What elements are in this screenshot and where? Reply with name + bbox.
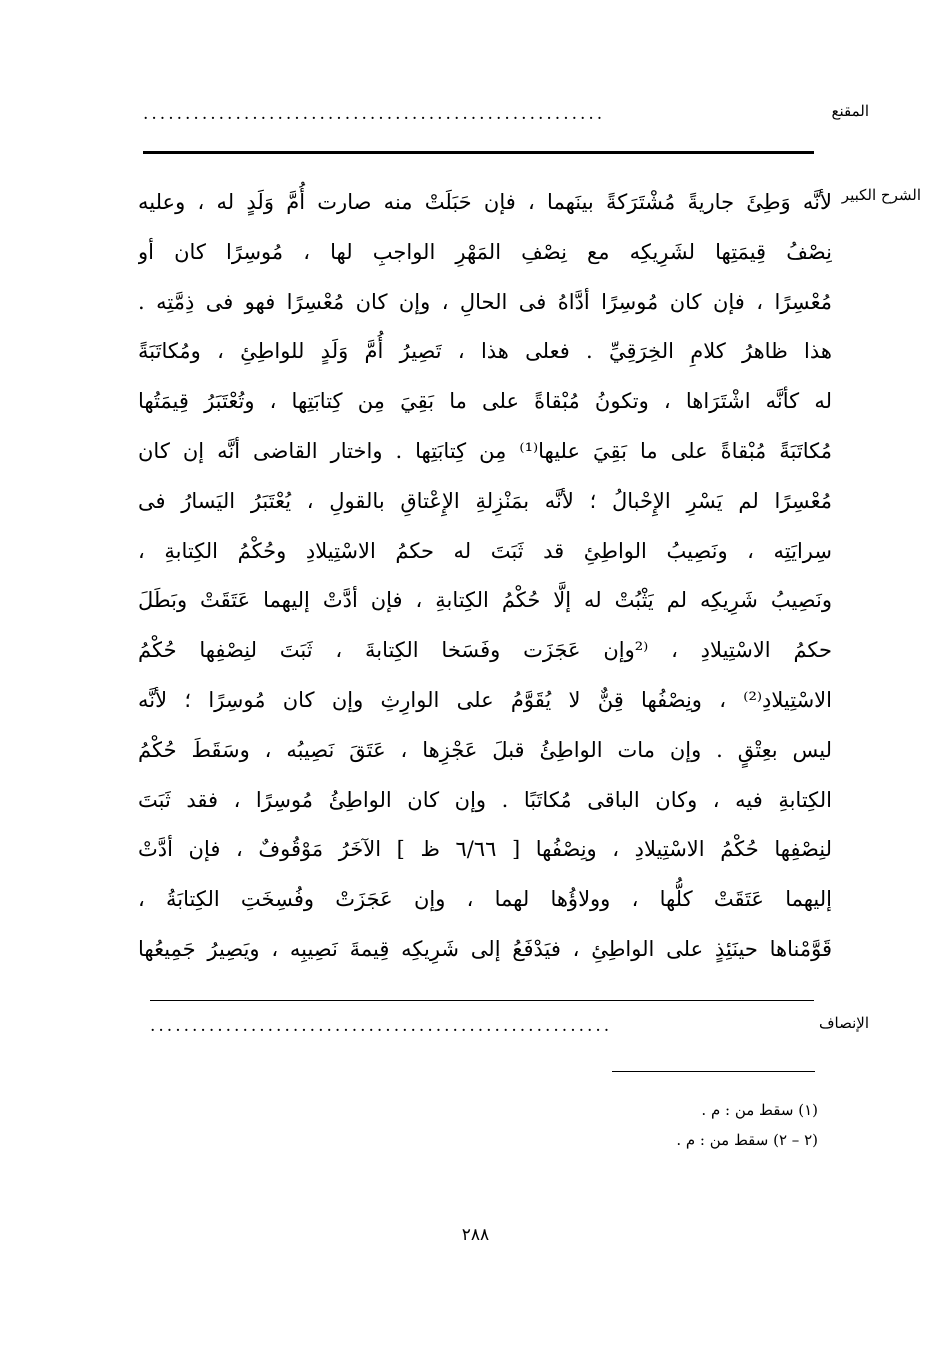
body-line: ونَصِيبُ شَرِيكِه لم يَثْبُتْ له إلَّا حُكْمُ الكِتابةِ ، فإن أدَّتْ إليهما عَتَقَتْ وبَطَلَ bbox=[138, 588, 832, 613]
body-line: لنِصْفِها حُكْمُ الاسْتِيلادِ ، ونِصْفُها [ ٦/٦٦ ظ ] الآخَرُ مَوْقُوفٌ ، فإن أدَّتْ bbox=[138, 837, 832, 862]
body-line: الاسْتِيلادِ⁽²⁾ ، ونِصْفُها قِنٌّ لا يُقَوَّمُ على الوارِثِ وإن كان مُوسِرًا ؛ لأنَّه bbox=[138, 687, 832, 712]
header-section-label: المقنع bbox=[831, 102, 869, 120]
body-line: نِصْفُ قِيمَتِها لشَرِيكِه مع نِصْفِ المَهْرِ الواجبِ لها ، مُوسِرًا كان أو bbox=[138, 239, 832, 264]
body-line: حكمُ الاسْتِيلادِ ، ⁽²وإن عَجَزَت وفَسَخا الكِتابةَ ، ثَبَتَ لنِصْفِها حُكْمُ bbox=[138, 638, 832, 663]
body-line: قَوَّمْناها حينَئِذٍ على الواطِئِ ، فيَدْفَعُ إلى شَرِيكِه قِيمةَ نَصِيبِه ، ويَصِيرُ جَمِيعُها bbox=[138, 936, 832, 961]
body-line: هذا ظاهرُ كلامِ الخِرَقِيِّ . فعلى هذا ، تَصِيرُ أُمَّ وَلَدٍ للواطِئِ ، ومُكاتَبَةً bbox=[138, 339, 832, 364]
insaf-dots: ....................................................... bbox=[150, 1016, 613, 1036]
body-line: له كأنَّه اشْتَرَاها ، وتكونُ مُبْقاةً على ما بَقِيَ مِن كِتابَتِها ، وتُعْتَبَرُ قِيمَتُها bbox=[138, 389, 832, 414]
body-line: إليهما عَتَقَتْ كلُّها ، وولاؤُها لهما ، وإن عَجَزَتْ وفُسِخَتِ الكِتابَةُ ، bbox=[138, 887, 832, 912]
footnote: (١) سقط من : م . bbox=[701, 1101, 818, 1119]
body-line: ليس بعِتْقٍ . وإن مات الواطِئُ قبلَ عَجْزِها ، عَتَقَ نَصِيبُه ، وسَقَطَ حُكْمُ bbox=[138, 737, 832, 762]
body-line: الكِتابةِ فيه ، وكان الباقى مُكاتَبًا . وإن كان الواطِئُ مُوسِرًا ، فقد ثَبَتَ bbox=[138, 787, 832, 812]
footnote-rule bbox=[612, 1071, 815, 1072]
header-dots: ....................................................... bbox=[143, 104, 606, 124]
header-rule bbox=[143, 151, 814, 154]
main-section-label: الشرح الكبير bbox=[841, 186, 921, 204]
body-line: مُكاتَبَةً مُبْقاةً على ما بَقِيَ عليها⁽¹⁾ مِن كِتابَتِها . واختار القاضى أنَّه إن كان bbox=[138, 438, 832, 463]
insaf-section-label: الإنصاف bbox=[818, 1014, 869, 1032]
body-line: لأنَّه وَطِئَ جاريةً مُشْتَرَكةً بينَهما ، فإن حَبَلَتْ منه صارت أُمَّ وَلَدٍ له ، وعليه bbox=[138, 190, 832, 214]
page-number: ٢٨٨ bbox=[461, 1225, 490, 1245]
footnote: (٢ – ٢) سقط من : م . bbox=[676, 1131, 818, 1149]
body-line: مُعْسِرًا ، فإن كان مُوسِرًا أدَّاهُ فى الحالِ ، وإن كان مُعْسِرًا فهو فى ذِمَّتِه . bbox=[138, 289, 832, 314]
insaf-rule bbox=[150, 1000, 814, 1001]
main-body-text bbox=[138, 178, 832, 975]
body-line: سِرايَتِه ، ونَصِيبُ الواطِئِ قد ثَبَتَ له حكمُ الاسْتِيلادِ وحُكْمُ الكِتابةِ ، bbox=[138, 538, 832, 563]
body-line: مُعْسِرًا لم يَسْرِ الإِحْبالُ ؛ لأنَّه بمَنْزِلةِ الإِعْتاقِ بالقولِ ، يُعْتَبَرُ اليَسارُ فى bbox=[138, 488, 832, 513]
